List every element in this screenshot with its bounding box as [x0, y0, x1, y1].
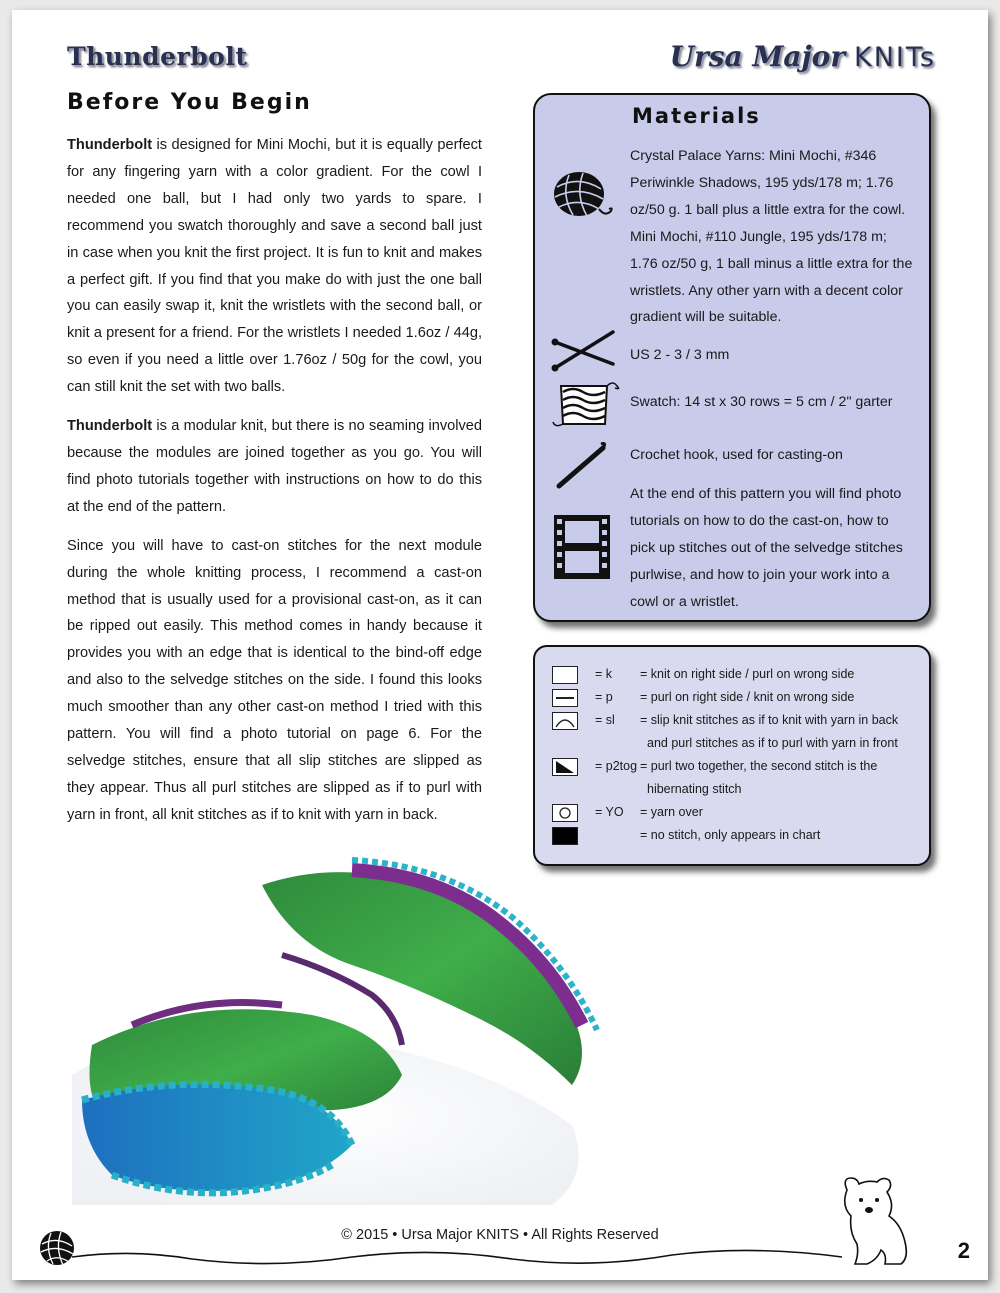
legend-abbr: = p	[595, 690, 613, 704]
brand-logo	[670, 40, 936, 73]
legend-abbr: = sl	[595, 713, 615, 727]
materials-yarn: Crystal Palace Yarns: Mini Mochi, #346 Periwinkle Shadows, 195 yds/178 m; 1.76 oz/50 g. 1 ball plus a little extra for the cowl. Mini Mochi, #110 Jungle, 195 yds/178 m; 1.76 oz/50 g, 1 ball minus a little extra for the wristlets. Any other yarn with a decent color gradient will be suitable.	[630, 148, 913, 326]
yarn-ball-icon	[551, 167, 615, 221]
legend-desc: = no stitch, only appears in chart	[640, 828, 821, 842]
paragraph-2	[67, 413, 482, 521]
intro-text	[67, 132, 482, 841]
paragraph-1	[67, 132, 482, 401]
materials-needles: US 2 - 3 / 3 mm	[630, 347, 730, 363]
materials-swatch: Swatch: 14 st x 30 rows = 5 cm / 2" garter	[630, 394, 893, 410]
materials-title: Materials	[632, 104, 761, 128]
materials-tutorials: At the end of this pattern you will find photo tutorials on how to do the cast-on, how to pick up stitches out of the selvedge stitches purlwise, and how to join your work into a cowl or a wristlet.	[630, 486, 903, 610]
brand-knits: KNITs	[854, 42, 936, 73]
legend-row-yo	[535, 802, 929, 825]
legend-abbr: = k	[595, 667, 613, 681]
paragraph-lead: Thunderbolt	[67, 137, 153, 153]
paragraph-text: Since you will have to cast-on stitches for the next module during the whole knitting process, I recommend a cast-on method that is usually used for a provisional cast-on, as it can be ripped out easily. This method comes in handy because it provides you with an edge that is identical to the bind-off edge and also to the selvedge stitches on the side. I found this looks much smoother than any other cast-on method I tried with this pattern. You will find a photo tutorial on page 6. For the selvedge stitches, ensure that all slip stitches are slipped as they appear. Thus all purl stitches are slipped as if to purl with yarn in front, all knit stitches as if to knit with yarn in back.	[67, 537, 482, 823]
legend-row-k	[535, 664, 929, 687]
materials-box	[533, 93, 931, 622]
legend-abbr: = p2tog	[595, 759, 638, 773]
yarn-over-symbol	[552, 804, 578, 822]
legend-desc-cont: and purl stitches as if to purl with yarn in front	[647, 736, 898, 750]
pattern-title: Thunderbolt	[67, 42, 248, 71]
legend-desc: = purl on right side / knit on wrong side	[640, 690, 855, 704]
legend-desc: = purl two together, the second stitch is the	[640, 759, 878, 773]
paragraph-lead: Thunderbolt	[67, 418, 153, 435]
polar-bear-icon	[827, 1170, 927, 1270]
legend-row-sl	[535, 710, 929, 733]
section-title: Before You Begin	[67, 90, 312, 115]
paragraph-3	[67, 533, 482, 829]
legend-row-p2tog	[535, 756, 929, 779]
paragraph-text: is designed for Mini Mochi, but it is equally perfect for any fingering yarn with a color gradient. For the cowl I needed one ball, but I had only two yards to spare. I recommend you swatch thoroughly and save a second ball just in case when you knit the first project. It is fun to knit and makes a perfect gift. If you find that you make do with just the one ball you can easily swap it, knit the wristlets with the second ball, or knit a present for a friend. For the wristlets I needed 1.6oz / 44g, so even if you need a little over 1.76oz / 50g for the cowl, you can still knit the set with two balls.	[67, 137, 482, 396]
legend-desc-cont: hibernating stitch	[647, 782, 742, 796]
film-strip-icon	[551, 513, 613, 581]
p2tog-symbol	[552, 758, 578, 776]
slip-symbol	[552, 712, 578, 730]
swatch-icon	[551, 380, 623, 430]
legend-desc: = yarn over	[640, 805, 703, 819]
knit-symbol	[552, 666, 578, 684]
no-stitch-symbol	[552, 827, 578, 845]
footer-yarn-line	[72, 1245, 842, 1270]
legend-desc: = knit on right side / purl on wrong side	[640, 667, 855, 681]
legend-row-p	[535, 687, 929, 710]
legend-desc: = slip knit stitches as if to knit with yarn in back	[640, 713, 899, 727]
brand-script: Ursa Major	[669, 40, 846, 73]
chart-legend	[533, 645, 931, 866]
paragraph-text: is a modular knit, but there is no seaming involved because the modules are joined together as you go. You will find photo tutorials together with instructions on how to do this at the end of the pattern.	[67, 418, 482, 515]
legend-abbr: = YO	[595, 805, 624, 819]
wristlet-photo	[52, 845, 612, 1215]
materials-hook: Crochet hook, used for casting-on	[630, 447, 843, 463]
legend-row-p2tog-cont	[535, 779, 929, 802]
crochet-hook-icon	[551, 440, 611, 492]
legend-row-sl-cont	[535, 733, 929, 756]
knitting-needles-icon	[551, 328, 617, 372]
copyright-footer: © 2015 • Ursa Major KNITS • All Rights Reserved	[341, 1227, 659, 1243]
purl-symbol	[552, 689, 578, 707]
page	[12, 10, 988, 1280]
page-number: 2	[957, 1238, 970, 1263]
